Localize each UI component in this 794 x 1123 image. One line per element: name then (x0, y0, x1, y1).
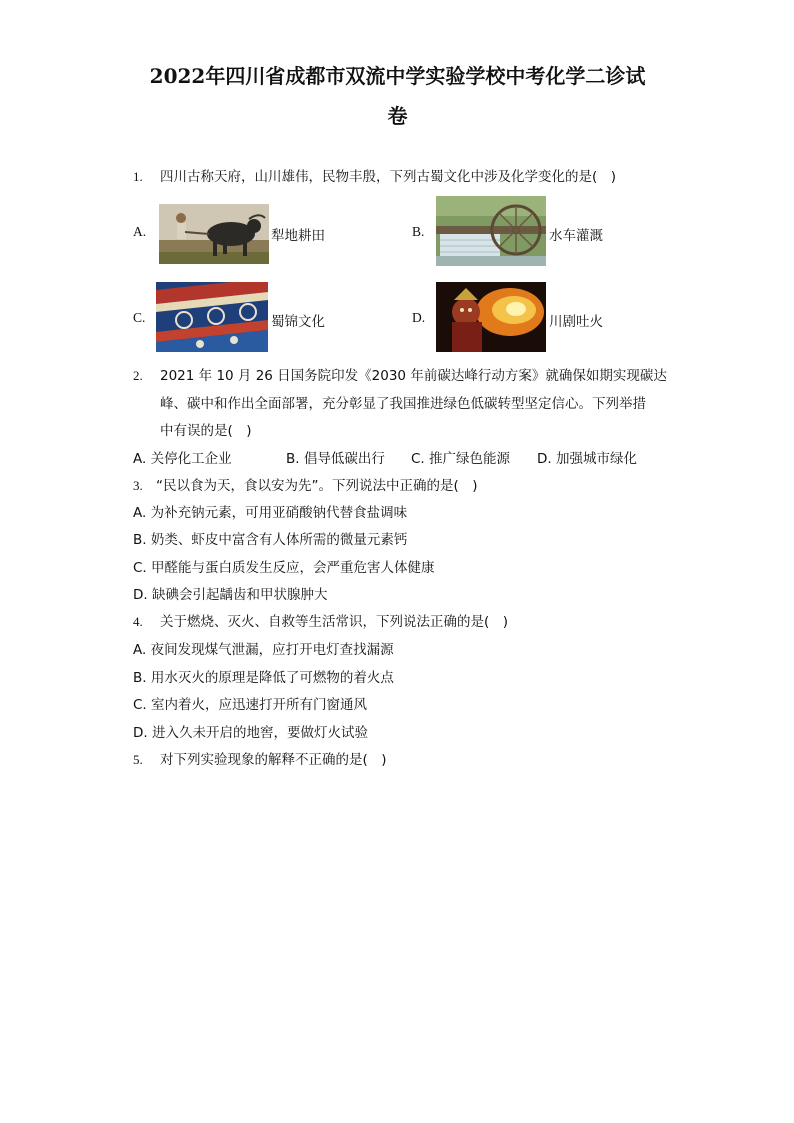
q4-stem: 关于燃烧、灭火、自救等生活常识，下列说法正确的是( ) (160, 614, 509, 630)
waterwheel-photo-icon (436, 196, 546, 266)
q1-option-a-label: 犁地耕田 (271, 228, 325, 244)
ox-plowing-photo-icon (159, 204, 269, 264)
q3-option-d: D. 缺碘会引起龋齿和甲状腺肿大 (133, 587, 328, 603)
q5-stem: 对下列实验现象的解释不正确的是( ) (160, 752, 387, 768)
q3-number: 3. (133, 478, 143, 493)
q5-number: 5. (133, 752, 143, 767)
q1-option-a-letter: A. (133, 224, 147, 239)
q2-option-d: D. 加强城市绿化 (537, 451, 637, 467)
q1-option-b-label: 水车灌溉 (549, 228, 603, 244)
q3-option-c: C. 甲醛能与蛋白质发生反应，会严重危害人体健康 (133, 560, 435, 576)
q1-option-c-letter: C. (133, 310, 146, 325)
q1-option-b-letter: B. (412, 224, 425, 239)
q1-option-d-label: 川剧吐火 (549, 314, 603, 330)
q4-option-c: C. 室内着火，应迅速打开所有门窗通风 (133, 697, 368, 713)
q1-option-d-letter: D. (412, 310, 426, 325)
q3-option-a: A. 为补充钠元素，可用亚硝酸钠代替食盐调味 (133, 505, 408, 521)
fire-breathing-photo-icon (436, 282, 546, 352)
exam-title-line1: 2022年四川省成都市双流中学实验学校中考化学二诊试 (149, 64, 646, 88)
q2-option-a: A. 关停化工企业 (133, 451, 232, 467)
exam-title-line2: 卷 (387, 104, 408, 128)
q3-option-b: B. 奶类、虾皮中富含有人体所需的微量元素钙 (133, 532, 408, 548)
q1-stem: 四川古称天府，山川雄伟，民物丰殷，下列古蜀文化中涉及化学变化的是( ) (160, 169, 617, 185)
q2-option-b: B. 倡导低碳出行 (286, 451, 385, 467)
q2-option-c: C. 推广绿色能源 (411, 451, 511, 467)
q4-option-b: B. 用水灭火的原理是降低了可燃物的着火点 (133, 670, 394, 686)
q4-option-d: D. 进入久未开启的地窖，要做灯火试验 (133, 725, 368, 741)
q4-option-a: A. 夜间发现煤气泄漏，应打开电灯查找漏源 (133, 642, 394, 658)
q4-number: 4. (133, 614, 143, 629)
q1-number: 1. (133, 169, 143, 184)
q2-stem-line1: 2021 年 10 月 26 日国务院印发《2030 年前碳达峰行动方案》就确保如期实现碳达 (160, 368, 667, 384)
q1-option-c-label: 蜀锦文化 (271, 314, 325, 330)
q2-stem-line2: 峰、碳中和作出全面部署，充分彰显了我国推进绿色低碳转型坚定信心。下列举措 (160, 396, 646, 412)
q3-stem: “民以食为天，食以安为先”。下列说法中正确的是( ) (156, 478, 478, 494)
q2-number: 2. (133, 368, 143, 383)
brocade-photo-icon (156, 282, 268, 352)
q2-stem-line3: 中有误的是( ) (160, 423, 252, 439)
